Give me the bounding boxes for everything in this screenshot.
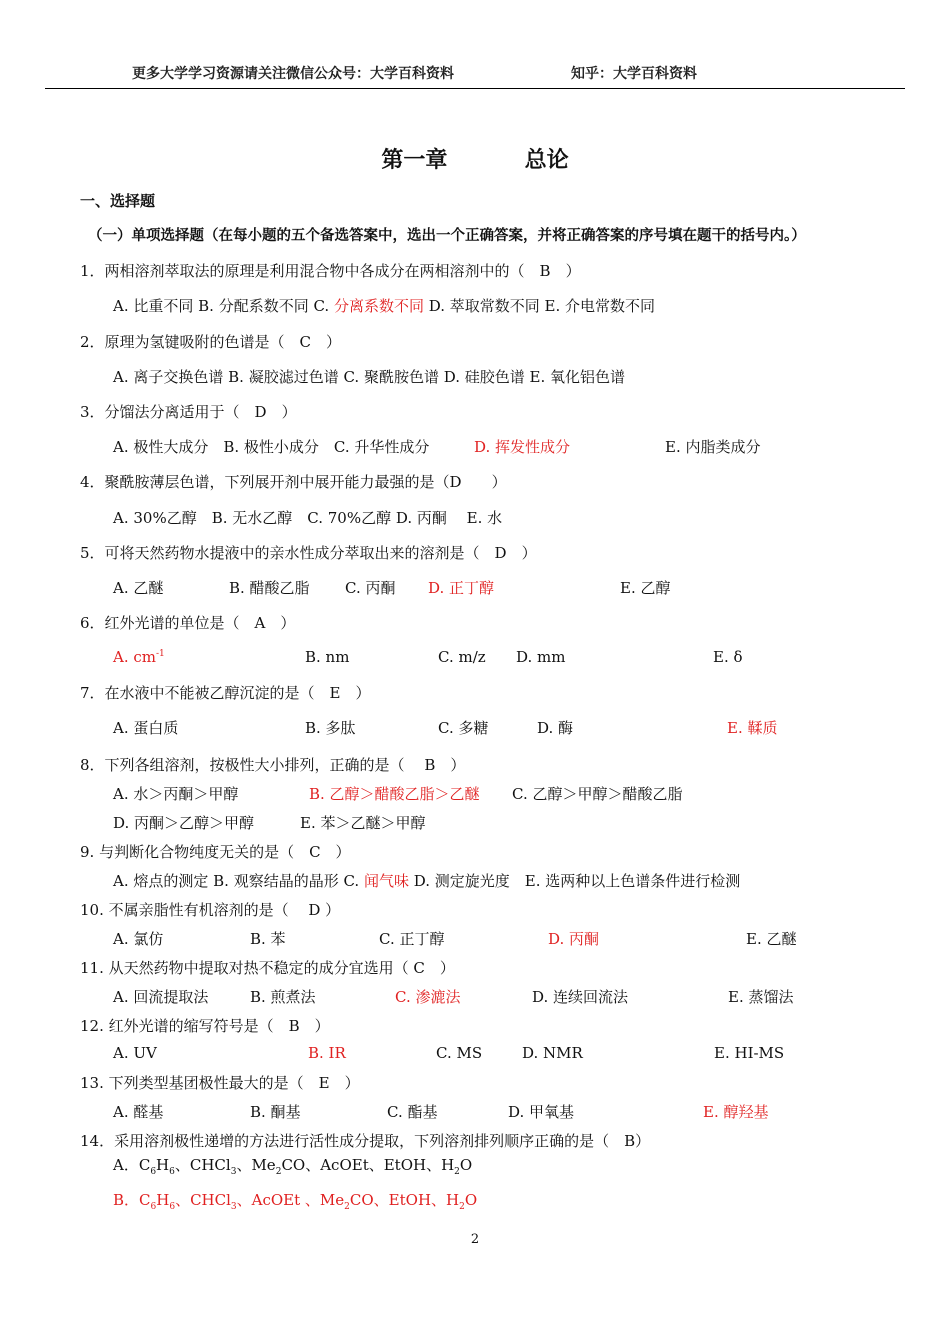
option-a: A．$C_6H_6$、CHCl$_3$、$Me_2CO$、AcOEt、EtOH、$H_2O$ [113,1156,473,1177]
option-d: D. 酶 [537,719,574,737]
option-d: D. 甲氧基 [508,1103,575,1121]
option-highlighted: 分离系数不同 [333,297,424,315]
option-b: B. 醋酸乙脂 [229,579,310,597]
option-c: C. m/z [438,648,486,666]
question-stem: 3．分馏法分离适用于（ D ） [80,403,297,421]
option-a: A. 氯仿 [113,930,164,948]
option-b: B. 多肽 [305,719,356,737]
question-stem: 12. 红外光谱的缩写符号是（ B ） [80,1017,330,1035]
option-c: C. 正丁醇 [379,930,445,948]
option-a-highlighted: A. $cm^{-1}$ [113,648,165,666]
option-highlighted: D. 挥发性成分 [474,438,571,456]
option-c: C. 乙醇＞甲醇＞醋酸乙脂 [512,785,683,803]
option-b: B. 煎煮法 [250,988,316,1006]
option-c: C. 丙酮 [345,579,396,597]
option-d: D. 丙酮＞乙醇＞甲醇 [113,814,255,832]
option-d: D. NMR [522,1044,583,1062]
option-b: B. 酮基 [250,1103,301,1121]
question-stem: 14．采用溶剂极性递增的方法进行活性成分提取，下列溶剂排列顺序正确的是（ B） [80,1132,651,1150]
question-stem: 4．聚酰胺薄层色谱，下列展开剂中展开能力最强的是（D ） [80,473,507,491]
option-text: D. 测定旋光度 E. 选两种以上色谱条件进行检测 [413,872,741,890]
option-c: C. MS [436,1044,483,1062]
option-a: A. 蛋白质 [113,719,179,737]
option-d-highlighted: D. 丙酮 [548,930,600,948]
question-stem: 13. 下列类型基团极性最大的是（ E ） [80,1074,360,1092]
option-e: E. 乙醚 [746,930,797,948]
option-c: C. 酯基 [387,1103,438,1121]
option-text: D. 萃取常数不同 E. 介电常数不同 [428,297,656,315]
option-e-highlighted: E. 鞣质 [727,719,778,737]
option-e: E. HI-MS [714,1044,785,1062]
option-a: A. 醛基 [113,1103,164,1121]
subsection-heading: （一）单项选择题（在每小题的五个备选答案中，选出一个正确答案，并将正确答案的序号填在题干的括号内。） [88,227,806,244]
option-d-highlighted: D. 正丁醇 [428,579,495,597]
option-b-highlighted: B．$C_6H_6$、CHCl$_3$、AcOEt 、$Me_2CO$、EtOH、$H_2O$ [113,1191,478,1212]
header-left-text: 更多大学学习资源请关注微信公众号：大学百科资料 [132,66,454,82]
option-a: A. 回流提取法 [113,988,209,1006]
option-a: A. 乙醚 [113,579,164,597]
chapter-name: 总论 [524,147,569,173]
question-stem: 5．可将天然药物水提液中的亲水性成分萃取出来的溶剂是（ D ） [80,544,537,562]
question-options [113,870,740,891]
header-right-text: 知乎：大学百科资料 [571,66,697,82]
option-e: E. 苯＞乙醚＞甲醇 [300,814,426,832]
option-e: E. 蒸馏法 [728,988,794,1006]
option-b: B. 苯 [250,930,286,948]
option-highlighted: 闻气味 [363,872,409,890]
header-divider [45,88,905,89]
option-a: A. UV [113,1044,157,1062]
option-b-highlighted: B. 乙醇＞醋酸乙脂＞乙醚 [309,785,480,803]
question-options [113,295,655,316]
section-heading: 一、选择题 [80,192,156,210]
option-text: A. 比重不同 B. 分配系数不同 C. [113,297,330,315]
question-stem: 2．原理为氢键吸附的色谱是（ C ） [80,333,342,351]
chapter-number: 第一章 [381,147,448,173]
option-d: D. mm [516,648,566,666]
option-c: C. 多糖 [438,719,489,737]
option-c-highlighted: C. 渗漉法 [395,988,461,1006]
option-e-highlighted: E. 醇羟基 [703,1103,769,1121]
chapter-title [0,143,950,174]
option-text: A. 熔点的测定 B. 观察结晶的晶形 C. [113,872,360,890]
question-stem: 7．在水液中不能被乙醇沉淀的是（ E ） [80,684,371,702]
option-text: A. 离子交换色谱 B. 凝胶滤过色谱 C. 聚酰胺色谱 D. 硅胶色谱 E. 氧化铝色谱 [113,368,625,386]
question-stem: 10. 不属亲脂性有机溶剂的是（ D ） [80,901,341,919]
question-stem: 8．下列各组溶剂，按极性大小排列，正确的是（ B ） [80,756,466,774]
option-d: D. 连续回流法 [532,988,629,1006]
option-e: E. 乙醇 [620,579,671,597]
option-b: B. nm [305,648,350,666]
question-stem: 9. 与判断化合物纯度无关的是（ C ） [80,843,351,861]
option-a: A. 水＞丙酮＞甲醇 [113,785,239,803]
question-stem: 1．两相溶剂萃取法的原理是利用混合物中各成分在两相溶剂中的（ B ） [80,262,581,280]
option-text: A. 极性大成分 B. 极性小成分 C. 升华性成分 [113,438,430,456]
option-e: E. δ [713,648,743,666]
option-text: E. 内脂类成分 [665,438,761,456]
option-text: A. 30%乙醇 B. 无水乙醇 C. 70%乙醇 D. 丙酮 E. 水 [113,509,503,527]
option-b-highlighted: B. IR [308,1044,346,1062]
question-stem: 11. 从天然药物中提取对热不稳定的成分宜选用（ C ） [80,959,455,977]
question-stem: 6．红外光谱的单位是（ A ） [80,614,296,632]
page-number: 2 [470,1232,480,1247]
